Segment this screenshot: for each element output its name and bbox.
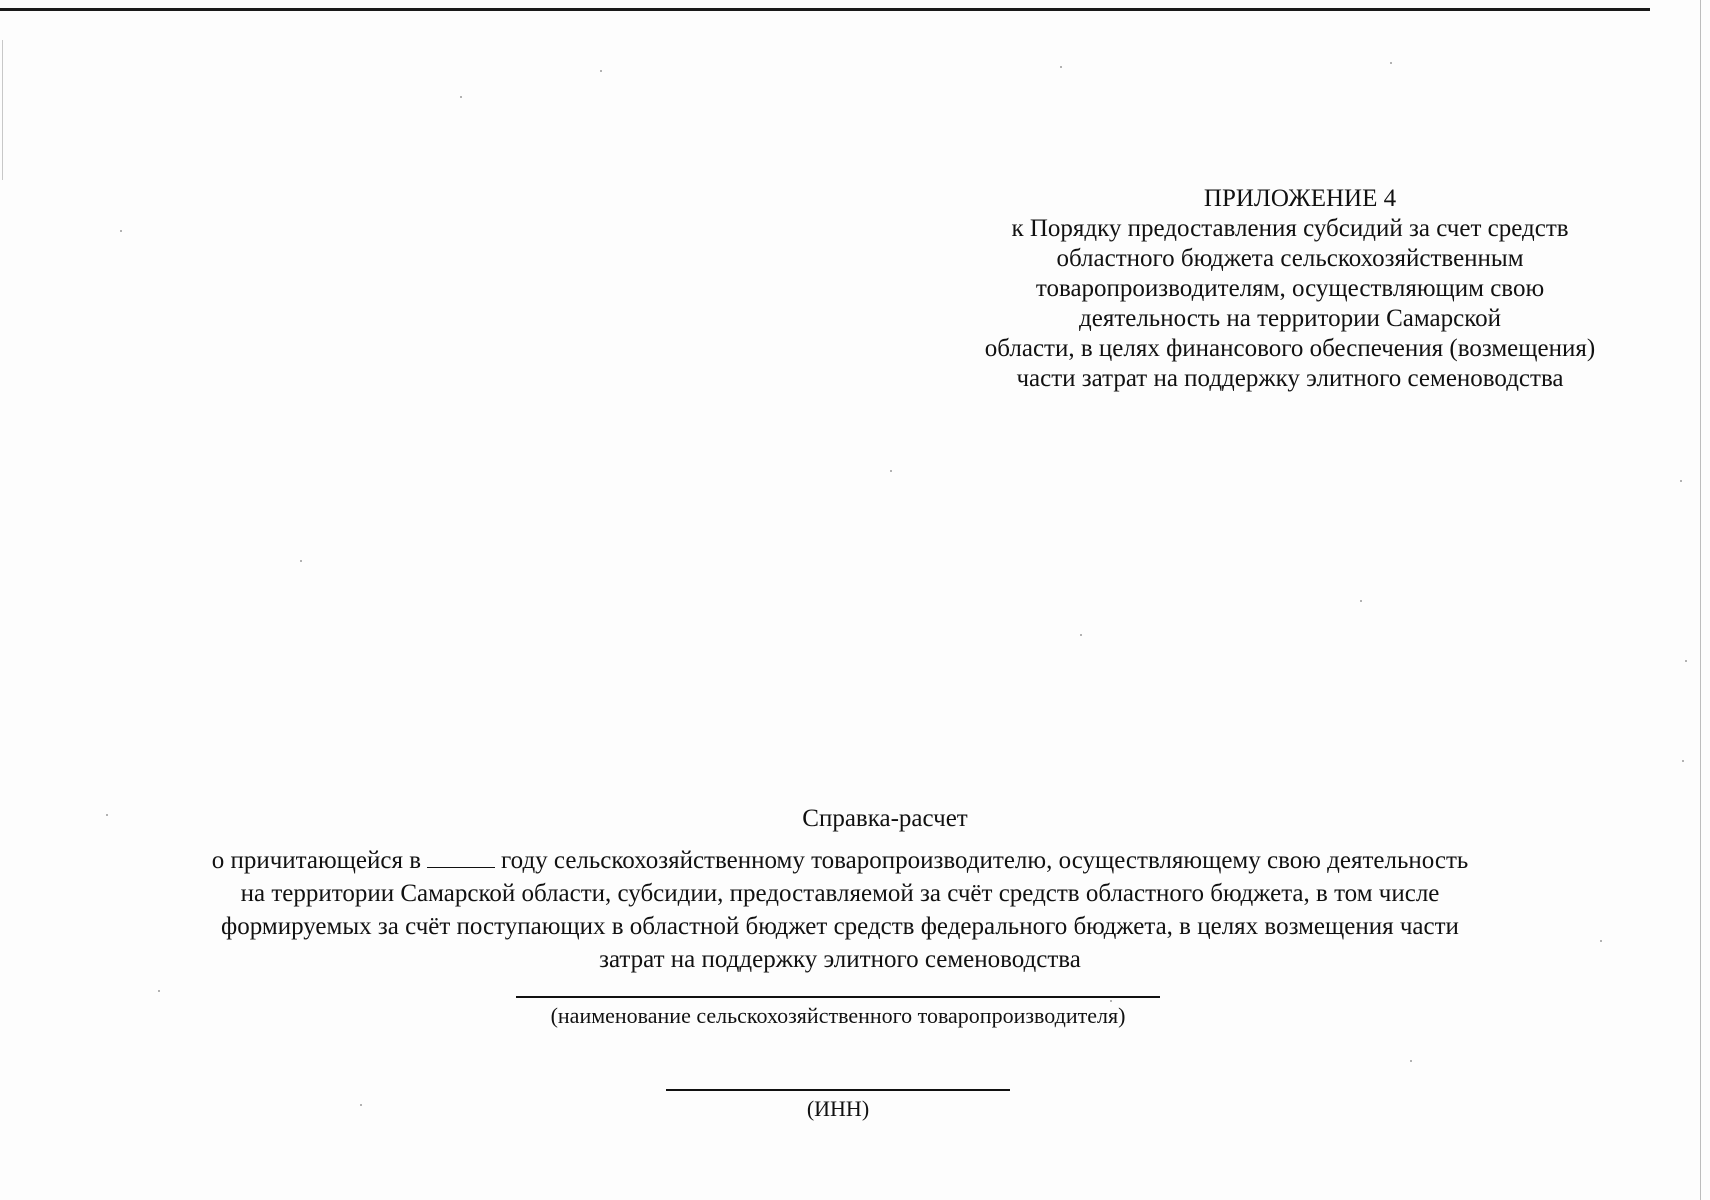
- appendix-line: товаропроизводителям, осуществляющим свою: [1035, 275, 1545, 302]
- document-title: Справка-расчет: [802, 805, 968, 832]
- producer-name-line[interactable]: [516, 996, 1160, 998]
- appendix-line: к Порядку предоставления субсидий за счет средств: [1011, 215, 1569, 242]
- speck: [1680, 480, 1682, 482]
- speck: [460, 96, 462, 98]
- inn-field: [666, 1089, 1010, 1123]
- speck: [890, 470, 892, 472]
- speck: [1390, 62, 1392, 64]
- inn-line[interactable]: [666, 1089, 1010, 1091]
- year-blank-field[interactable]: [427, 847, 495, 868]
- description-line-2: на территории Самарской области, субсидии, предоставляемой за счёт средств областного бюджета, в том числе: [240, 880, 1440, 907]
- speck: [1080, 634, 1082, 636]
- scan-top-border: [0, 8, 1650, 11]
- speck: [1682, 760, 1684, 762]
- producer-name-field: [516, 996, 1160, 1030]
- scan-left-edge: [2, 40, 3, 180]
- speck: [1600, 940, 1602, 942]
- producer-name-caption: (наименование сельскохозяйственного товаропроизводителя): [550, 1002, 1126, 1028]
- speck: [300, 560, 302, 562]
- speck: [120, 230, 122, 232]
- appendix-line: части затрат на поддержку элитного семеноводства: [1016, 365, 1564, 392]
- inn-caption: (ИНН): [806, 1095, 870, 1121]
- appendix-header: [860, 184, 1710, 394]
- description-line-1: [120, 844, 1560, 877]
- speck: [158, 990, 160, 992]
- speck: [1060, 66, 1062, 68]
- appendix-line: деятельность на территории Самарской: [1079, 305, 1501, 332]
- speck: [1685, 660, 1687, 662]
- speck: [360, 1104, 362, 1106]
- appendix-line: области, в целях финансового обеспечения (возмещения): [984, 335, 1596, 362]
- appendix-line: областного бюджета сельскохозяйственным: [1056, 245, 1524, 272]
- speck: [1410, 1060, 1412, 1062]
- appendix-title: ПРИЛОЖЕНИЕ 4: [1203, 185, 1397, 212]
- scan-right-edge: [1700, 0, 1701, 1200]
- description-text: о причитающейся в: [211, 847, 422, 874]
- speck: [600, 70, 602, 72]
- speck: [1360, 600, 1362, 602]
- document-description: [120, 844, 1560, 976]
- description-text: году сельскохозяйственному товаропроизводителю, осуществляющему свою деятельность: [501, 847, 1469, 874]
- description-line-3: формируемых за счёт поступающих в областной бюджет средств федерального бюджета, в целях возмещения части: [221, 913, 1459, 940]
- description-line-4: затрат на поддержку элитного семеноводства: [599, 946, 1081, 973]
